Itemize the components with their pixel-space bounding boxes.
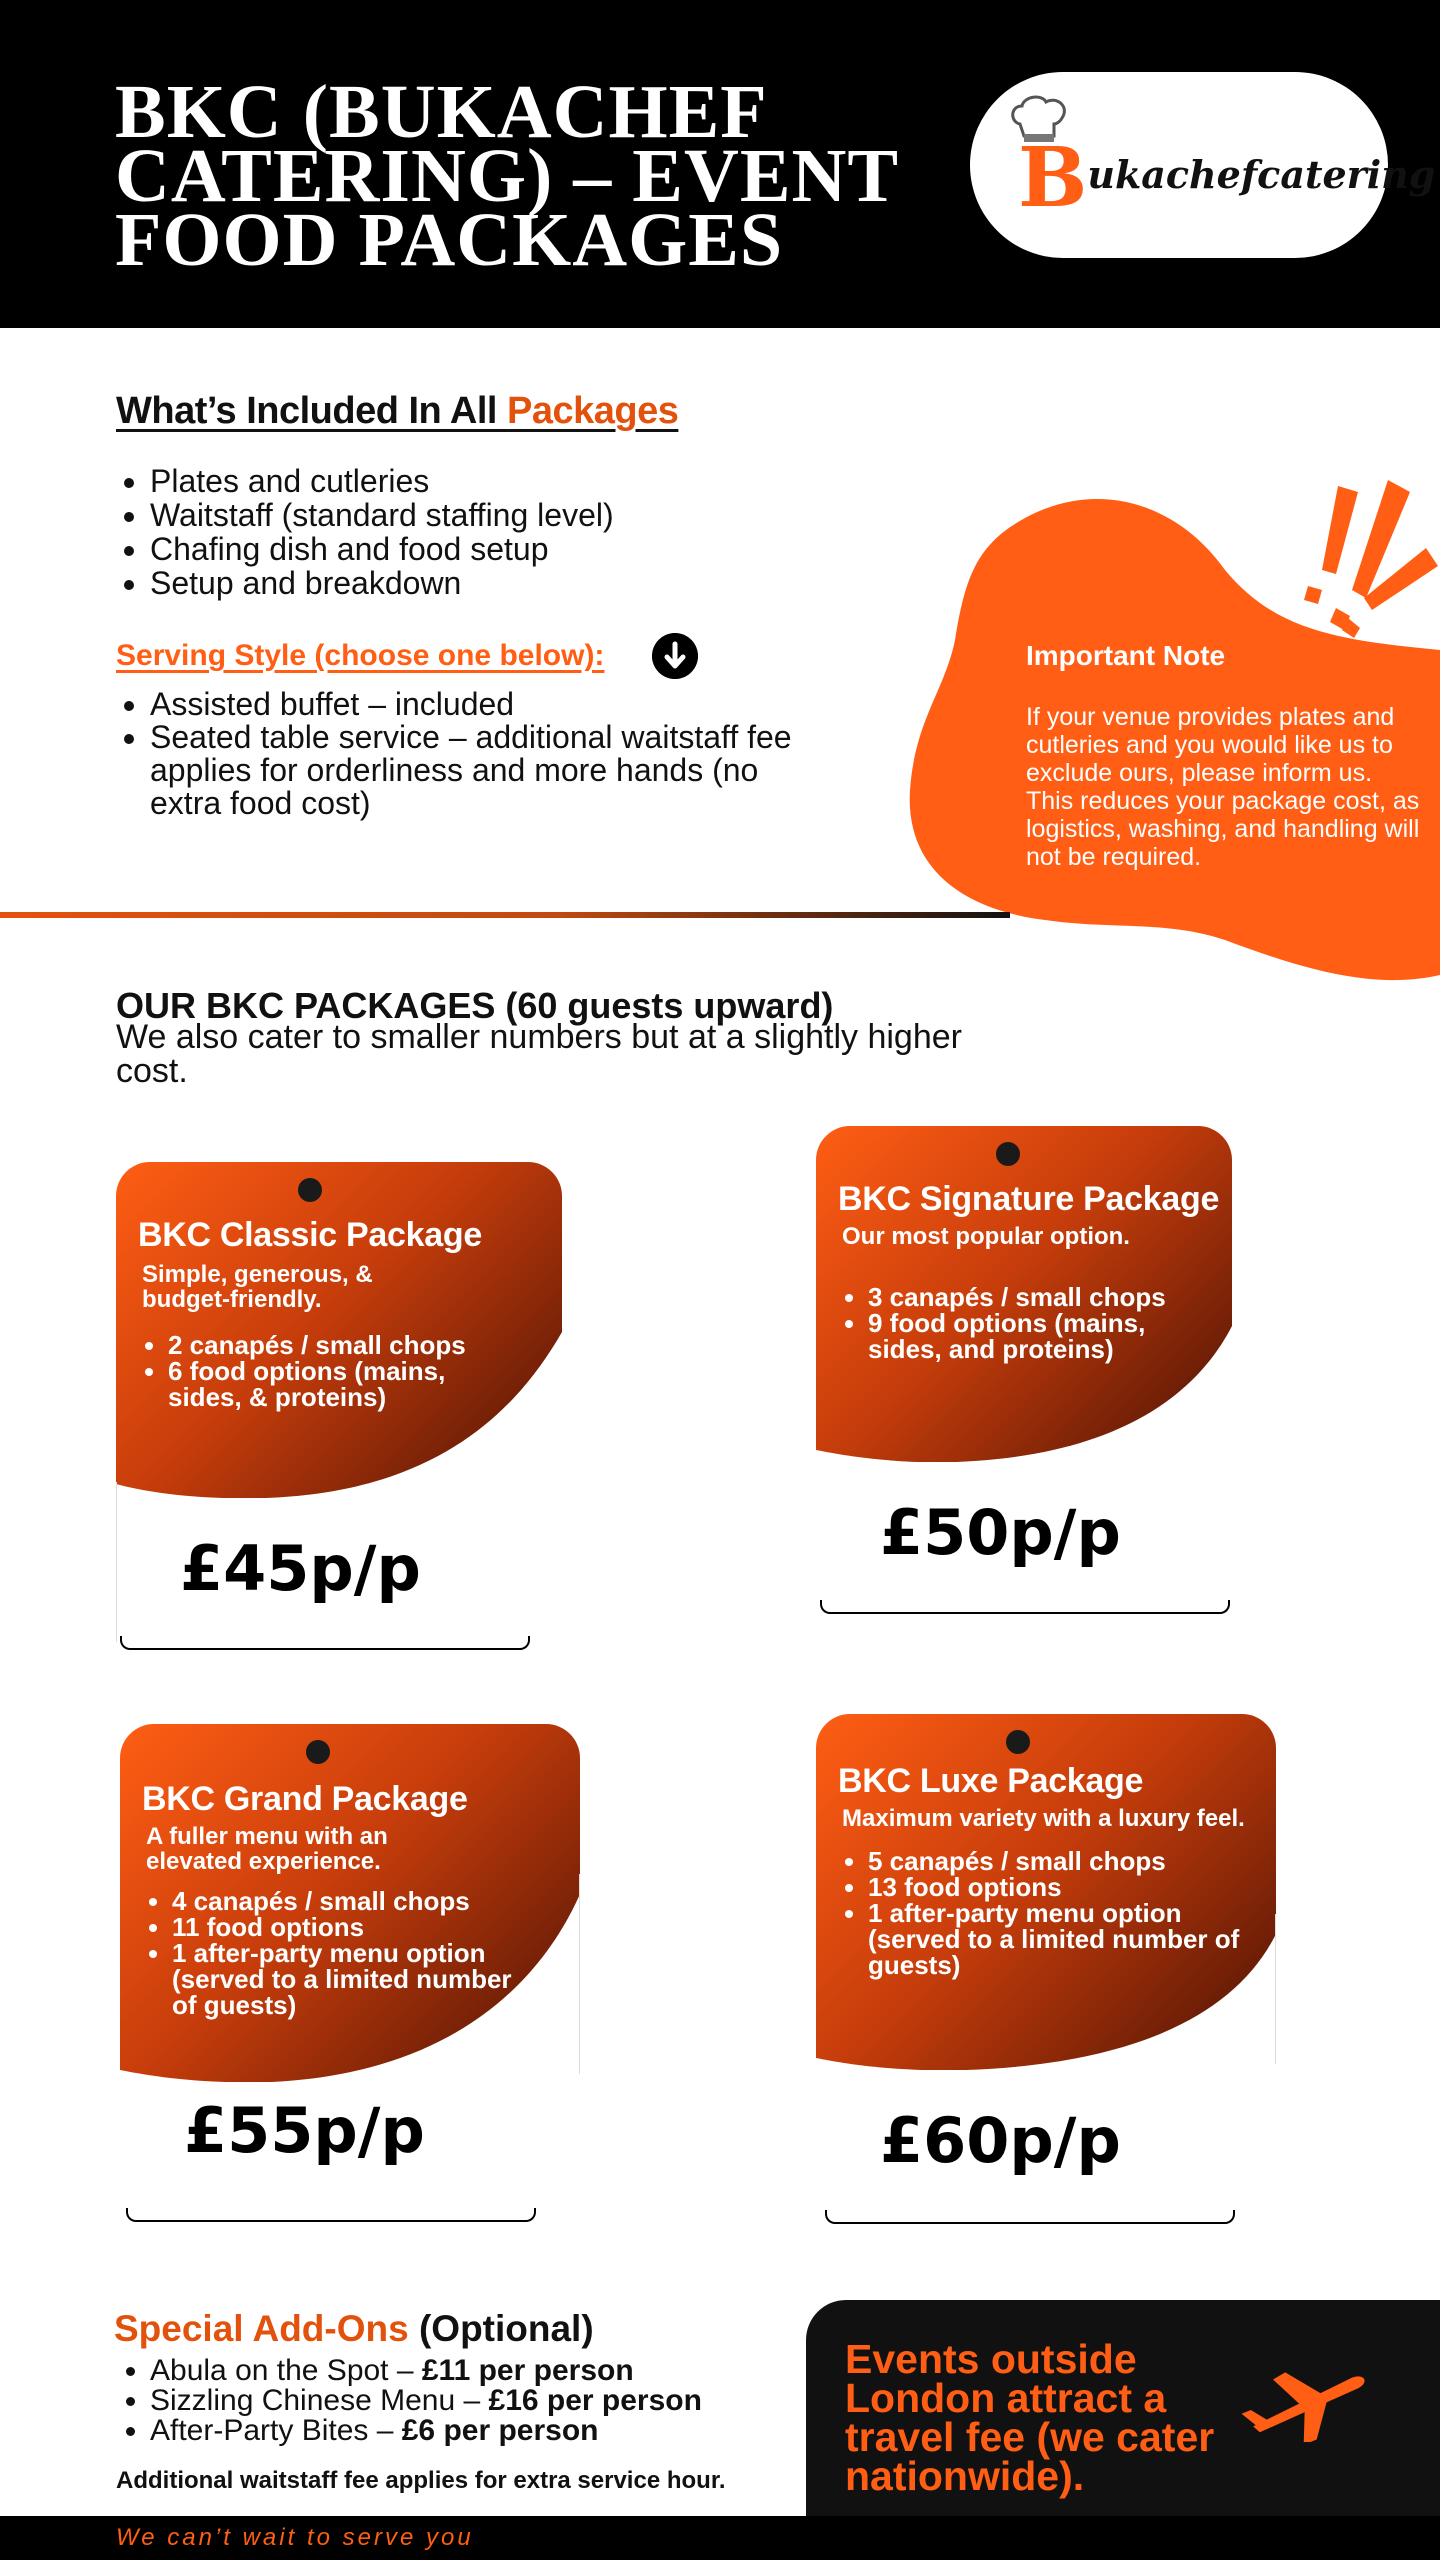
serving-style-heading: Serving Style (choose one below):	[116, 639, 605, 672]
package-price: £60p/p	[880, 2104, 1121, 2177]
card-bottom-edge	[820, 1600, 1230, 1614]
package-items	[868, 1284, 1208, 1362]
list-item: • 2 canapés / small chops	[168, 1332, 508, 1358]
included-list	[150, 464, 614, 600]
logo-wordmark: Bukachefcatering	[1018, 130, 1436, 226]
package-card-classic	[116, 1162, 562, 1652]
addons-heading: Special Add-Ons (Optional)	[114, 2308, 594, 2349]
list-item: • 1 after-party menu option (served to a limited number of guests)	[172, 1940, 532, 2018]
important-note-title: Important Note	[1026, 640, 1226, 671]
exclamation-marks-icon	[1270, 478, 1440, 638]
list-item: • Assisted buffet – included	[150, 688, 830, 721]
packages-subtitle: We also cater to smaller numbers but at a slightly higher cost.	[116, 1018, 962, 1090]
list-item: • Sizzling Chinese Menu – £16 per person	[150, 2386, 702, 2416]
card-bottom-edge	[825, 2210, 1235, 2224]
package-price: £45p/p	[180, 1532, 421, 1605]
page-title: BKC (BUKACHEF CATERING) – EVENT FOOD PACKAGES	[115, 70, 898, 282]
list-item: • 3 canapés / small chops	[868, 1284, 1208, 1310]
list-item: • Waitstaff (standard staffing level)	[150, 498, 614, 532]
addons-note: Additional waitstaff fee applies for extra service hour.	[116, 2467, 726, 2494]
important-note-body: If your venue provides plates and cutleries and you would like us to exclude ours, please inform us. This reduces your package cost, as logistics, washing, and handling will not be required.	[1026, 703, 1420, 871]
package-card-luxe	[816, 1714, 1276, 2234]
list-item: • 1 after-party menu option (served to a limited number of guests)	[868, 1900, 1248, 1978]
card-bottom-edge	[120, 1636, 530, 1650]
list-item: • 6 food options (mains, sides, & proteins)	[168, 1358, 508, 1410]
list-item: • 11 food options	[172, 1914, 532, 1940]
brand-logo	[970, 72, 1436, 258]
list-item: • Plates and cutleries	[150, 464, 614, 498]
package-description: Our most popular option.	[842, 1223, 1130, 1250]
package-description: Maximum variety with a luxury feel.	[842, 1805, 1245, 1832]
pin-icon	[298, 1178, 322, 1202]
airplane-icon	[1238, 2362, 1378, 2442]
pin-icon	[1006, 1730, 1030, 1754]
list-item: • Abula on the Spot – £11 per person	[150, 2356, 702, 2386]
pin-icon	[996, 1142, 1020, 1166]
list-item: • Chafing dish and food setup	[150, 532, 614, 566]
arrow-down-circle-icon	[652, 633, 698, 679]
package-items	[868, 1848, 1248, 1978]
included-heading: What’s Included In All Packages	[116, 390, 679, 432]
footer-tagline: We can’t wait to serve you	[116, 2524, 474, 2551]
serving-style-list	[150, 688, 830, 820]
list-item: • Seated table service – additional waitstaff fee applies for orderliness and more hands (no extra food cost)	[150, 721, 830, 820]
package-price: £50p/p	[880, 1496, 1121, 1569]
travel-fee-text: Events outside London attract a travel fee (we cater nationwide).	[845, 2336, 1215, 2499]
card-edge	[1275, 1914, 1276, 2064]
package-description: A fuller menu with an elevated experience.	[146, 1823, 388, 1875]
package-price: £55p/p	[184, 2094, 425, 2167]
package-description: Simple, generous, & budget-friendly.	[142, 1261, 373, 1313]
section-divider	[0, 912, 1010, 918]
package-title: BKC Classic Package	[138, 1216, 482, 1254]
package-title: BKC Luxe Package	[838, 1762, 1144, 1800]
list-item: • 9 food options (mains, sides, and proteins)	[868, 1310, 1208, 1362]
footer-bar	[0, 2516, 1440, 2560]
list-item: • Setup and breakdown	[150, 566, 614, 600]
package-title: BKC Grand Package	[142, 1780, 468, 1818]
list-item: • 4 canapés / small chops	[172, 1888, 532, 1914]
list-item: • After-Party Bites – £6 per person	[150, 2416, 702, 2446]
card-edge	[116, 1482, 117, 1642]
card-edge	[579, 1874, 580, 2074]
packages-heading: OUR BKC PACKAGES (60 guests upward)	[116, 985, 834, 1026]
package-items	[168, 1332, 508, 1410]
pin-icon	[306, 1740, 330, 1764]
list-item: • 5 canapés / small chops	[868, 1848, 1248, 1874]
package-items	[172, 1888, 532, 2018]
package-title: BKC Signature Package	[838, 1180, 1220, 1218]
package-card-signature	[816, 1126, 1232, 1620]
header-banner	[0, 0, 1440, 328]
card-bottom-edge	[126, 2208, 536, 2222]
list-item: • 13 food options	[868, 1874, 1248, 1900]
addons-list	[150, 2356, 702, 2446]
package-card-grand	[120, 1724, 580, 2234]
